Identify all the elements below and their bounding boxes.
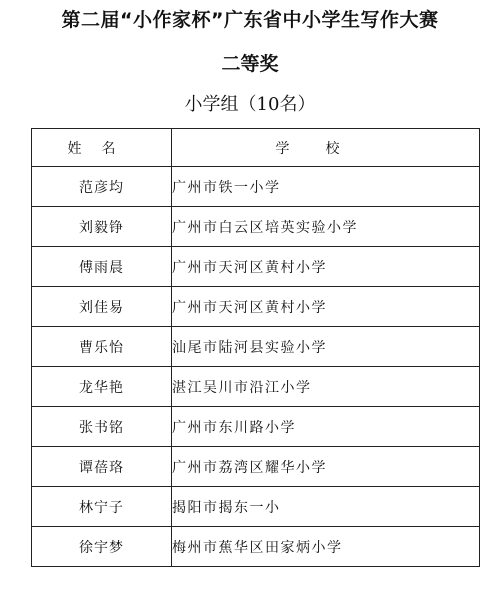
school-name: 汕尾市陆河县实验小学 — [172, 327, 480, 367]
school-name: 广州市白云区培英实验小学 — [172, 207, 480, 247]
table-row — [32, 287, 480, 327]
table-row — [32, 447, 480, 487]
student-name: 谭蓓珞 — [32, 447, 172, 487]
school-name: 梅州市蕉华区田家炳小学 — [172, 527, 480, 567]
student-name: 范彦均 — [32, 167, 172, 207]
student-name: 刘毅铮 — [32, 207, 172, 247]
header-name: 姓名 — [32, 129, 172, 167]
student-name: 刘佳易 — [32, 287, 172, 327]
student-name: 林宁子 — [32, 487, 172, 527]
student-name: 徐宇梦 — [32, 527, 172, 567]
school-name: 揭阳市揭东一小 — [172, 487, 480, 527]
group-label: 小学组（10名） — [184, 94, 316, 115]
table-row — [32, 247, 480, 287]
school-name: 广州市天河区黄村小学 — [172, 247, 480, 287]
table-row — [32, 327, 480, 367]
student-name: 曹乐怡 — [32, 327, 172, 367]
student-name: 张书铭 — [32, 407, 172, 447]
student-name: 傅雨晨 — [32, 247, 172, 287]
student-name: 龙华艳 — [32, 367, 172, 407]
school-name: 广州市铁一小学 — [172, 167, 480, 207]
table-row — [32, 167, 480, 207]
school-name: 广州市荔湾区耀华小学 — [172, 447, 480, 487]
table-row — [32, 367, 480, 407]
table-row — [32, 527, 480, 567]
award-level: 二等奖 — [221, 53, 279, 75]
header-row — [32, 129, 480, 167]
school-name: 广州市东川路小学 — [172, 407, 480, 447]
table-row — [32, 207, 480, 247]
results-table — [31, 128, 480, 567]
table-row — [32, 487, 480, 527]
school-name: 湛江吴川市沿江小学 — [172, 367, 480, 407]
competition-title: 第二届“小作家杯”广东省中小学生写作大赛 — [61, 9, 439, 31]
table-row — [32, 407, 480, 447]
school-name: 广州市天河区黄村小学 — [172, 287, 480, 327]
header-school: 学校 — [172, 129, 480, 167]
